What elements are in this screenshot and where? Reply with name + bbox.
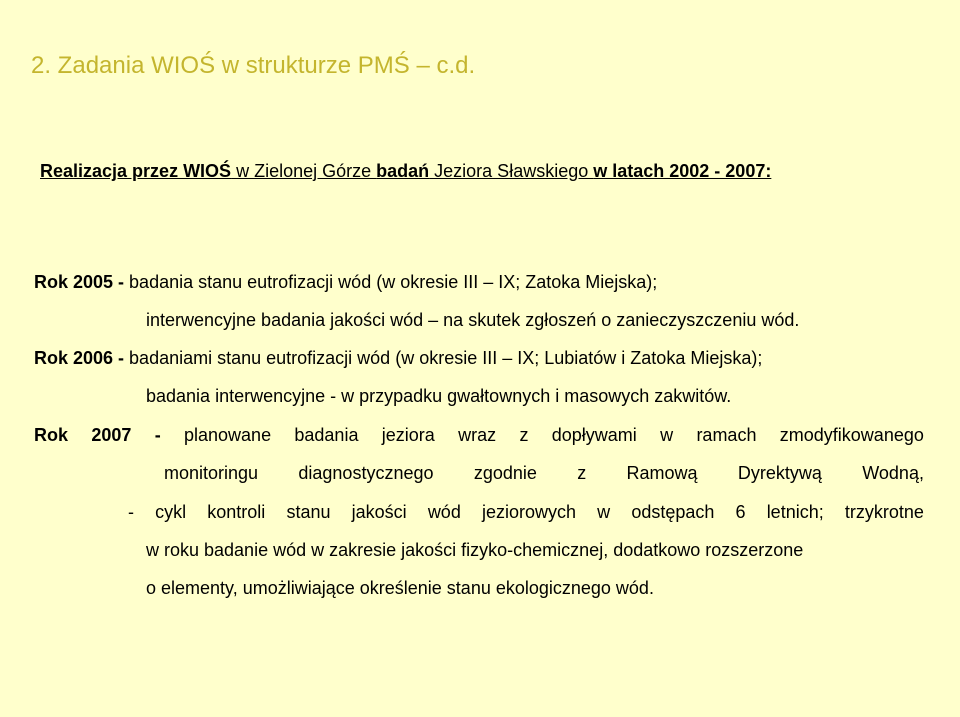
word: Ramową (626, 463, 698, 483)
subtitle-part-2: w Zielonej Górze (231, 161, 377, 181)
word: 6 (735, 502, 746, 522)
word: w (597, 502, 611, 522)
word: wraz (458, 425, 497, 445)
rok-2007-line-2 (164, 463, 924, 484)
word: - (154, 425, 161, 445)
subtitle-part-4: Jeziora Sławskiego (429, 161, 594, 181)
word: Wodną, (862, 463, 924, 483)
subtitle-part-3: badań (376, 161, 430, 181)
word: kontroli (207, 502, 266, 522)
word: letnich; (766, 502, 824, 522)
rok-2007-line-3 (128, 502, 924, 523)
word: odstępach (631, 502, 715, 522)
word: jeziorowych (481, 502, 577, 522)
word: badania (294, 425, 359, 445)
word: stanu (286, 502, 331, 522)
rok-2007-line-5: o elementy, umożliwiające określenie stanu ekologicznego wód. (146, 578, 654, 598)
word: Rok (34, 425, 69, 445)
rok-2005-text: badania stanu eutrofizacji wód (w okresie III – IX; Zatoka Miejska); (124, 272, 658, 292)
rok-2005-label: Rok 2005 - (34, 272, 125, 292)
rok-2005-line-1 (34, 272, 657, 293)
rok-2007-line-4: w roku badanie wód w zakresie jakości fizyko-chemicznej, dodatkowo rozszerzone (146, 540, 804, 560)
word: cykl (155, 502, 187, 522)
word: ramach (696, 425, 757, 445)
rok-2006-label: Rok 2006 - (34, 348, 125, 368)
word: dopływami (551, 425, 637, 445)
word: planowane (184, 425, 272, 445)
rok-2006-text: badaniami stanu eutrofizacji wód (w okresie III – IX; Lubiatów i Zatoka Miejska); (124, 348, 763, 368)
rok-2005-line-2: interwencyjne badania jakości wód – na skutek zgłoszeń o zanieczyszczeniu wód. (146, 310, 800, 330)
slide-title: 2. Zadania WIOŚ w strukturze PMŚ – c.d. (31, 52, 476, 79)
word: jakości (351, 502, 407, 522)
word: zgodnie (473, 463, 537, 483)
rok-2007-line-1 (34, 425, 924, 446)
word: diagnostycznego (298, 463, 434, 483)
word: 2007 (91, 425, 132, 445)
word: jeziora (381, 425, 435, 445)
rok-2006-line-1 (34, 348, 762, 369)
word: zmodyfikowanego (779, 425, 924, 445)
word: Dyrektywą (737, 463, 822, 483)
slide-subtitle (40, 161, 771, 182)
word: z (577, 463, 587, 483)
word: wód (427, 502, 461, 522)
word: - (128, 502, 134, 522)
word: monitoringu (164, 463, 259, 483)
subtitle-part-5: w latach 2002 - 2007: (593, 161, 772, 181)
word: w (660, 425, 674, 445)
subtitle-part-1: Realizacja przez WIOŚ (40, 161, 232, 181)
word: z (519, 425, 529, 445)
word: trzykrotne (844, 502, 924, 522)
rok-2006-line-2: badania interwencyjne - w przypadku gwałtownych i masowych zakwitów. (146, 386, 732, 406)
